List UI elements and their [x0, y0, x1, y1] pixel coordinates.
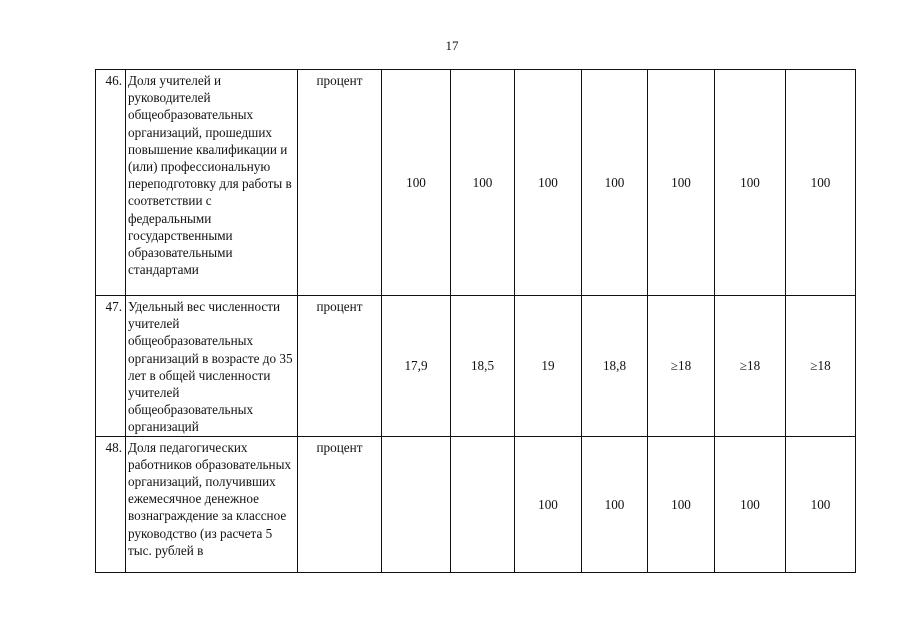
value-cell: 100: [382, 70, 451, 296]
indicator-name: Удельный вес численности учителей общеобразовательных организаций в возрасте до 35 лет в общей численности учителей общеобразовательных организаций: [126, 296, 298, 437]
table-row: [96, 436, 856, 572]
value-cell: 100: [715, 436, 786, 572]
row-number: 47.: [96, 296, 126, 437]
value-cell: [451, 436, 515, 572]
row-number: 48.: [96, 436, 126, 572]
value-cell: 100: [715, 70, 786, 296]
value-cell: 100: [515, 70, 582, 296]
table-row: [96, 296, 856, 437]
value-cell: 17,9: [382, 296, 451, 437]
value-cell: 19: [515, 296, 582, 437]
value-cell: ≥18: [648, 296, 715, 437]
value-cell: 100: [515, 436, 582, 572]
value-cell: [382, 436, 451, 572]
value-cell: 100: [786, 436, 856, 572]
row-number: 46.: [96, 70, 126, 296]
value-cell: 18,5: [451, 296, 515, 437]
unit-cell: процент: [298, 436, 382, 572]
value-cell: 18,8: [582, 296, 648, 437]
value-cell: 100: [451, 70, 515, 296]
unit-cell: процент: [298, 296, 382, 437]
value-cell: ≥18: [715, 296, 786, 437]
value-cell: 100: [648, 70, 715, 296]
indicator-name: Доля педагогических работников образовательных организаций, получивших ежемесячное денежное вознаграждение за классное руководство (из расчета 5 тыс. рублей в: [126, 436, 298, 572]
unit-cell: процент: [298, 70, 382, 296]
value-cell: 100: [582, 70, 648, 296]
indicator-name: Доля учителей и руководителей общеобразовательных организаций, прошедших повышение квалификации и (или) профессиональную переподготовку для работы в соответствии с федеральными государственными образовательными стандартами: [126, 70, 298, 296]
table-row: [96, 70, 856, 296]
indicators-table: [95, 69, 856, 573]
value-cell: 100: [786, 70, 856, 296]
value-cell: ≥18: [786, 296, 856, 437]
value-cell: 100: [648, 436, 715, 572]
page-number: 17: [445, 38, 459, 53]
value-cell: 100: [582, 436, 648, 572]
